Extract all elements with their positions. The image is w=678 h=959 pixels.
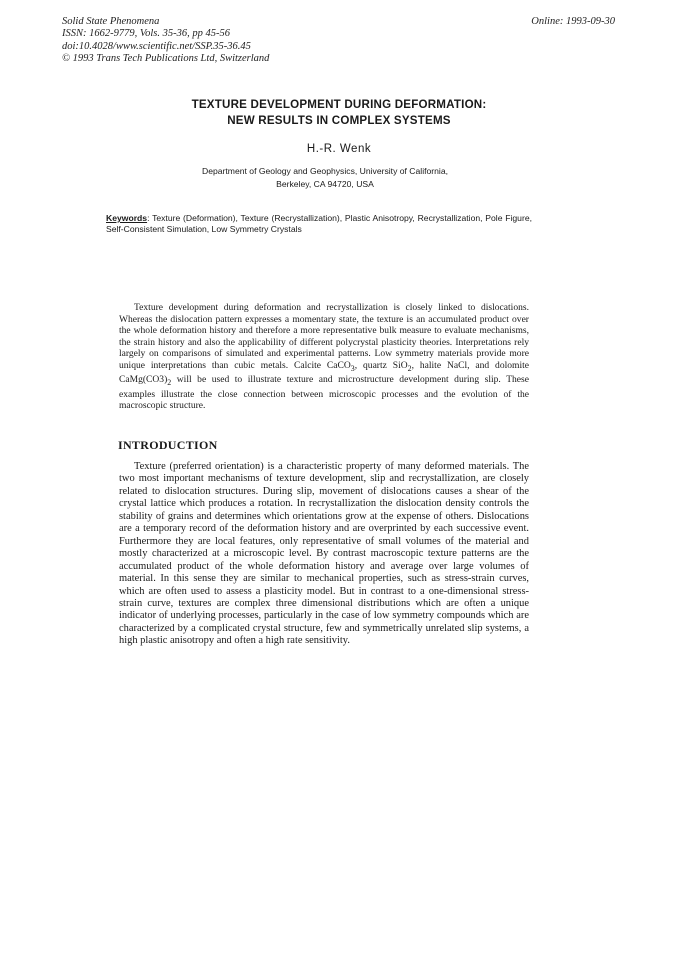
journal-name: Solid State Phenomena (62, 16, 160, 27)
issn-line: ISSN: 1662-9779, Vols. 35-36, pp 45-56 (62, 28, 230, 40)
title-line-2: NEW RESULTS IN COMPLEX SYSTEMS (227, 113, 451, 127)
abstract-part-3: , halite NaCl, and dolomite CaMg(CO3) (119, 359, 529, 386)
introduction-heading: INTRODUCTION (118, 438, 218, 452)
doi-line: doi:10.4028/www.scientific.net/SSP.35-36.45 (62, 40, 251, 52)
keywords-block (106, 213, 532, 236)
title-line-1: TEXTURE DEVELOPMENT DURING DEFORMATION: (191, 98, 487, 111)
abstract-paragraph (119, 302, 529, 412)
paper-title (0, 97, 678, 128)
online-date: Online: 1993-09-30 (531, 16, 615, 27)
abstract-subscript-1: 3 (350, 363, 355, 373)
author-affiliation (0, 165, 650, 191)
abstract-part-1: Texture development during deformation and recrystallization is closely linked to dislocations. Whereas the dislocation pattern expresses a momentary state, the texture is an accumulated product over the whole deformation history and therefore a more representative bulk measure to evaluate mechanisms, the strain history and also the applicability of different polycrystal plasticity theories. Interpretations rely largely on comparisons of simulated and experimental patterns. Low symmetry materials provide more unique interpretations than cubic metals. Calcite CaCO (119, 302, 529, 371)
abstract-part-2: , quartz SiO (354, 359, 408, 371)
author-name: H.-R. Wenk (306, 143, 372, 155)
affiliation-line-1: Department of Geology and Geophysics, University of California, (202, 166, 448, 176)
publication-header (62, 16, 269, 66)
introduction-paragraph: Texture (preferred orientation) is a characteristic property of many deformed materials. The two most important mechanisms of texture development, slip and recrystallization, are closely related to dislocation structures. During slip, movement of dislocations causes a shear of the crystal lattice which produces a rotation. In recrystallization the dislocation density controls the stability of grains and determines which orientations grow at the expense of others. Dislocations are a temporary record of the deformation history and are overprinted by each successive event. Furthermore they are local features, only representative of small volumes of the material and mostly characterized at a microscopic level. By contrast macroscopic texture patterns are the accumulated product of the whole deformation history and average over large volumes of material. In this sense they are similar to mechanical properties, such as stress-strain curves, which are often used to assess a plasticity model. But in contrast to a one-dimensional stress-strain curve, textures are complex three dimensional distributions which are often a unique indicator of underlying processes, particularly in the case of low symmetry compounds which are characterized by a complicated crystal structure, few and symmetrically unrelated slip systems, a high plastic anisotropy and often a high rate sensitivity. (119, 461, 529, 647)
abstract-subscript-2: 2 (407, 363, 412, 373)
abstract-part-4: will be used to illustrate texture and microstructure development during slip. These examples illustrate the close connection between microscopic processes and the evolution of the macroscopic structure. (119, 374, 529, 412)
keywords-text: : Texture (Deformation), Texture (Recrystallization), Plastic Anisotropy, Recrystallization, Pole Figure, Self-Consistent Simulation, Low Symmetry Crystals (106, 213, 532, 235)
keywords-label: Keywords (106, 213, 148, 223)
affiliation-line-2: Berkeley, CA 94720, USA (276, 178, 374, 189)
copyright-line: © 1993 Trans Tech Publications Ltd, Switzerland (62, 53, 270, 65)
abstract-subscript-3: 2 (167, 378, 172, 388)
